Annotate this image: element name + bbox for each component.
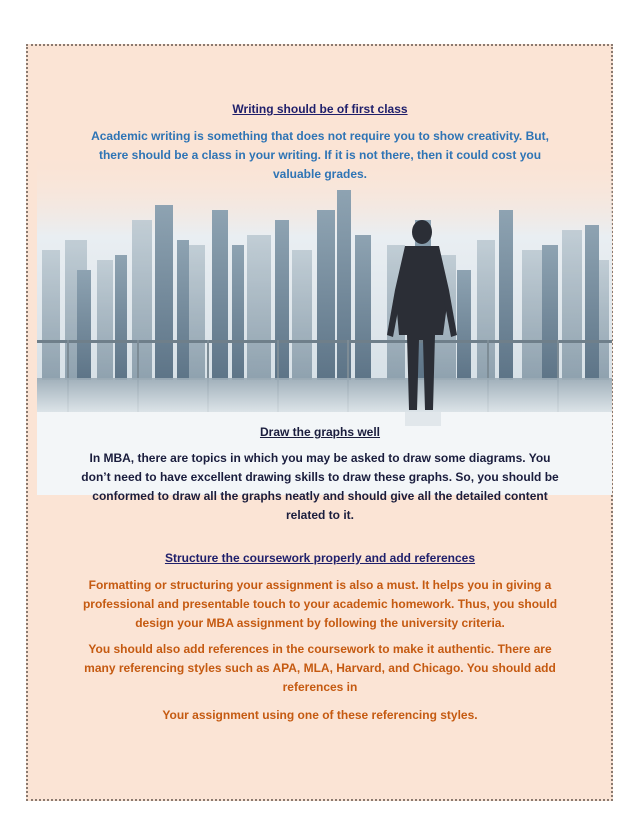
section-draw-graphs [78,423,562,525]
section-paragraph: Formatting or structuring your assignment is also a must. It helps you in giving a professional and presentable touch to your academic homework. Thus, you should design your MBA assignment by following the university criteria. [82,578,558,630]
section-structure-references [78,549,562,725]
section-body: In MBA, there are topics in which you may be asked to draw some diagrams. You don’t need to have excellent drawing skills to draw these graphs. So, you should be conformed to draw all the graphs neatly and should give all the detailed content related to it. [81,451,559,522]
section-body: Academic writing is something that does not require you to show creativity. But, there should be a class in your writing. If it is not there, then it could cost you valuable grades. [91,129,549,181]
section-heading: Draw the graphs well [259,425,381,439]
section-writing-first-class [78,100,562,184]
section-heading: Writing should be of first class [232,102,408,116]
section-paragraph: Your assignment using one of these referencing styles. [162,708,478,722]
section-paragraph: You should also add references in the coursework to make it authentic. There are many referencing styles such as APA, MLA, Harvard, and Chicago. You should add references in [84,642,556,694]
section-heading: Structure the coursework properly and add references [164,551,476,565]
